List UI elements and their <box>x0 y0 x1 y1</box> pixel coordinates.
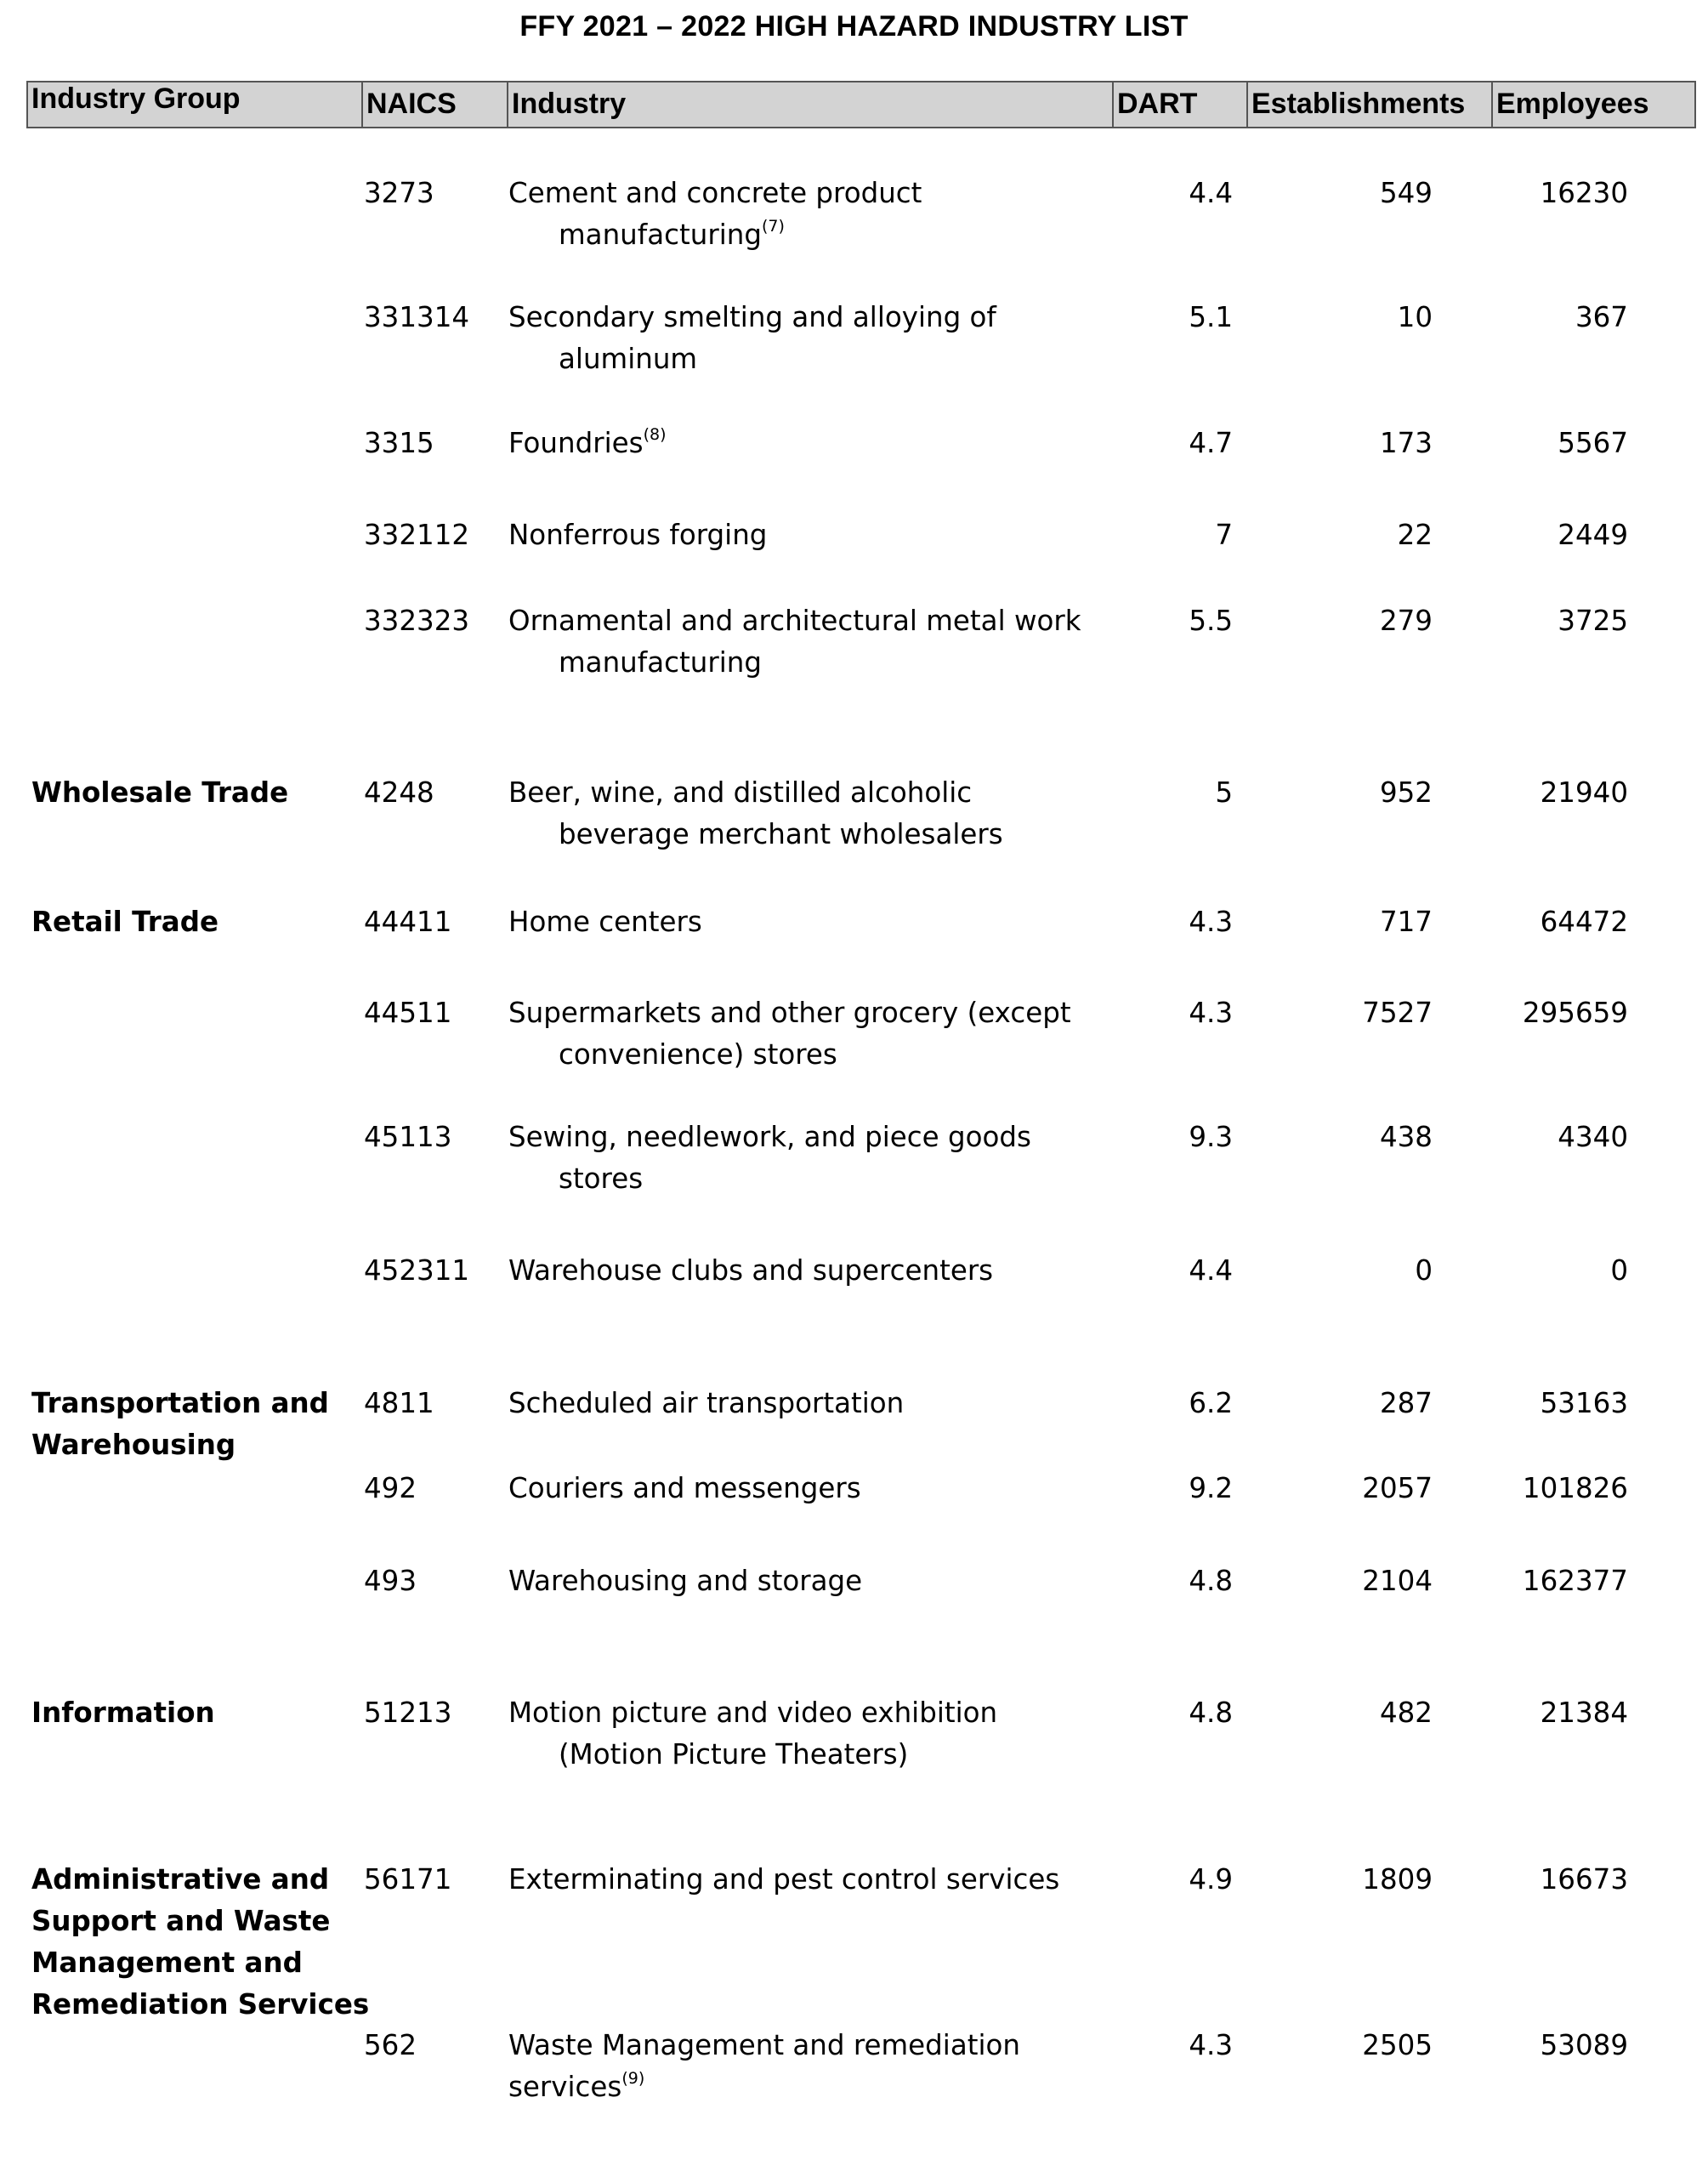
dart-value: 9.2 <box>1189 1472 1233 1504</box>
dart-value: 4.3 <box>1189 2029 1233 2061</box>
dart-value: 4.3 <box>1189 997 1233 1029</box>
dart-value: 4.4 <box>1189 177 1233 209</box>
industry-name: Couriers and messengers <box>508 1472 861 1504</box>
employees-value: 367 <box>1575 301 1628 333</box>
table-header <box>26 81 1696 128</box>
employees-value: 2449 <box>1558 519 1628 551</box>
group-label-wholesale: Wholesale Trade <box>31 776 289 809</box>
industry-name: Waste Management and remediation services$^{(9)}$ <box>508 2029 1020 2103</box>
employees-value: 16673 <box>1540 1863 1628 1896</box>
industry-name: Cement and concrete product manufacturing$^{(7)}$ <box>508 177 922 251</box>
naics-code: 332323 <box>364 605 470 637</box>
establishments-value: 2104 <box>1362 1565 1433 1597</box>
employees-value: 21384 <box>1540 1697 1628 1729</box>
group-label-transportation: Transportation and Warehousing <box>31 1387 329 1461</box>
naics-code: 45113 <box>364 1121 452 1153</box>
dart-value: 4.9 <box>1189 1863 1233 1896</box>
establishments-value: 287 <box>1379 1387 1433 1419</box>
header-industry: Industry <box>508 82 1114 127</box>
naics-code: 44411 <box>364 906 452 938</box>
naics-code: 493 <box>364 1565 417 1597</box>
naics-code: 3273 <box>364 177 434 209</box>
dart-value: 5.1 <box>1189 301 1233 333</box>
establishments-value: 173 <box>1379 427 1433 459</box>
establishments-value: 2505 <box>1362 2029 1433 2061</box>
dart-value: 5.5 <box>1189 605 1233 637</box>
industry-name: Foundries$^{(8)}$ <box>508 425 667 459</box>
establishments-value: 549 <box>1379 177 1433 209</box>
employees-value: 53163 <box>1540 1387 1628 1419</box>
dart-value: 6.2 <box>1189 1387 1233 1419</box>
naics-code: 492 <box>364 1472 417 1504</box>
header-establishments: Establishments <box>1248 82 1493 127</box>
naics-code: 44511 <box>364 997 452 1029</box>
dart-value: 4.4 <box>1189 1254 1233 1287</box>
employees-value: 5567 <box>1558 427 1628 459</box>
group-label-information: Information <box>31 1697 215 1729</box>
dart-value: 4.8 <box>1189 1565 1233 1597</box>
naics-code: 56171 <box>364 1863 452 1896</box>
naics-code: 452311 <box>364 1254 470 1287</box>
naics-code: 562 <box>364 2029 417 2061</box>
naics-code: 3315 <box>364 427 434 459</box>
industry-name: Warehouse clubs and supercenters <box>508 1254 994 1287</box>
header-industry-group: Industry Group <box>28 82 363 127</box>
employees-value: 3725 <box>1558 605 1628 637</box>
employees-value: 162377 <box>1522 1565 1628 1597</box>
establishments-value: 0 <box>1415 1254 1433 1287</box>
naics-code: 332112 <box>364 519 470 551</box>
group-label-administrative: Administrative and Support and Waste Management and Remediation Services <box>31 1863 370 2021</box>
industry-name: Home centers <box>508 906 702 938</box>
industry-name: Secondary smelting and alloying of aluminum <box>508 301 996 375</box>
employees-value: 53089 <box>1540 2029 1628 2061</box>
industry-name: Beer, wine, and distilled alcoholic beverage merchant wholesalers <box>508 776 1003 850</box>
header-naics: NAICS <box>363 82 508 127</box>
employees-value: 295659 <box>1522 997 1628 1029</box>
group-label-retail: Retail Trade <box>31 906 218 938</box>
establishments-value: 1809 <box>1362 1863 1433 1896</box>
dart-value: 4.3 <box>1189 906 1233 938</box>
dart-value: 7 <box>1215 519 1233 551</box>
naics-code: 51213 <box>364 1697 452 1729</box>
dart-value: 5 <box>1215 776 1233 809</box>
industry-name: Ornamental and architectural metal work manufacturing <box>508 605 1081 679</box>
establishments-value: 279 <box>1379 605 1433 637</box>
employees-value: 101826 <box>1522 1472 1628 1504</box>
establishments-value: 2057 <box>1362 1472 1433 1504</box>
employees-value: 21940 <box>1540 776 1628 809</box>
industry-name: Warehousing and storage <box>508 1565 863 1597</box>
dart-value: 9.3 <box>1189 1121 1233 1153</box>
employees-value: 16230 <box>1540 177 1628 209</box>
industry-name: Sewing, needlework, and piece goods stores <box>508 1121 1031 1195</box>
naics-code: 4248 <box>364 776 434 809</box>
establishments-value: 952 <box>1379 776 1433 809</box>
naics-code: 331314 <box>364 301 470 333</box>
dart-value: 4.8 <box>1189 1697 1233 1729</box>
industry-name: Scheduled air transportation <box>508 1387 905 1419</box>
establishments-value: 10 <box>1397 301 1433 333</box>
employees-value: 64472 <box>1540 906 1628 938</box>
establishments-value: 482 <box>1379 1697 1433 1729</box>
establishments-value: 717 <box>1379 906 1433 938</box>
employees-value: 4340 <box>1558 1121 1628 1153</box>
industry-name: Motion picture and video exhibition (Motion Picture Theaters) <box>508 1697 998 1771</box>
establishments-value: 438 <box>1379 1121 1433 1153</box>
naics-code: 4811 <box>364 1387 434 1419</box>
industry-name: Exterminating and pest control services <box>508 1863 1060 1896</box>
header-dart: DART <box>1114 82 1248 127</box>
header-employees: Employees <box>1496 88 1649 120</box>
page-title: FFY 2021 – 2022 HIGH HAZARD INDUSTRY LIST <box>519 10 1189 43</box>
establishments-value: 7527 <box>1362 997 1433 1029</box>
employees-value: 0 <box>1610 1254 1628 1287</box>
industry-name: Supermarkets and other grocery (except convenience) stores <box>508 997 1071 1071</box>
establishments-value: 22 <box>1397 519 1433 551</box>
industry-name: Nonferrous forging <box>508 519 768 551</box>
dart-value: 4.7 <box>1189 427 1233 459</box>
